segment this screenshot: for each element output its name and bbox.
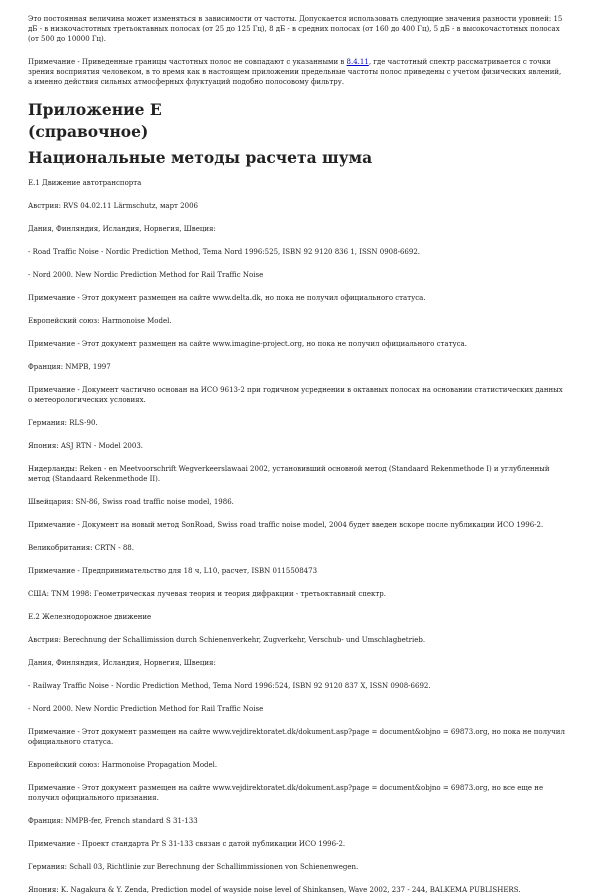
paragraph: Швейцария: SN-86, Swiss road traffic noise model, 1986. xyxy=(28,498,234,506)
appendix-title xyxy=(28,100,567,142)
paragraph: Франция: NMPB, 1997 xyxy=(28,363,111,371)
note-text-after: , где частотный спектр рассматривается с точки зрения восприятия человеком, в то время как в настоящем приложении предельные частоты полос приведены с учетом физических явлений, а именно действия сильных атмосферных флуктуаций подобно полосовому фильтру. xyxy=(28,58,562,86)
paragraph: Примечание - Проект стандарта Pr S 31-133 связан с датой публикации ИСО 1996-2. xyxy=(28,840,346,848)
paragraph: Примечание - Документ на новый метод SonRoad, Swiss road traffic noise model, 2004 будет введен вскоре после публикации ИСО 1996-2. xyxy=(28,521,544,529)
paragraph: Япония: ASJ RTN - Model 2003. xyxy=(28,442,144,450)
paragraph: Е.1 Движение автотранспорта xyxy=(28,179,142,187)
paragraph: Франция: NMPB-fer, French standard S 31-133 xyxy=(28,817,198,825)
paragraph: Примечание - Предпринимательство для 18 ч, L10, расчет, ISBN 0115508473 xyxy=(28,567,318,575)
paragraph: Германия: RLS-90. xyxy=(28,419,98,427)
intro-note xyxy=(28,57,567,87)
paragraph: Европейский союз: Harmonoise Model. xyxy=(28,317,172,325)
paragraph: - Railway Traffic Noise - Nordic Prediction Method, Tema Nord 1996:524, ISBN 92 9120 837 X, ISSN 0908-6692. xyxy=(28,682,431,690)
appendix-heading: Национальные методы расчета шума xyxy=(28,148,373,167)
paragraph: Австрия: RVS 04.02.11 Lärmschutz, март 2006 xyxy=(28,202,198,210)
intro-paragraph: Это постоянная величина может изменяться в зависимости от частоты. Допускается использовать следующие значения разности уровней: 15 дБ - в низкочастотных третьоктавных полосах (от 25 до 125 Гц), 8 дБ - в средних полосах (от 160 до 400 Гц), 5 дБ - в высокочастотных полосах (от 500 до 10000 Гц). xyxy=(28,15,563,43)
paragraph: Нидерланды: Reken - en Meetvoorschrift Wegverkeerslawaai 2002, установивший основной метод (Standaard Rekenmethode I) и углубленный метод (Standaard Rekenmethode II). xyxy=(28,465,550,483)
paragraph: Европейский союз: Harmonoise Propagation Model. xyxy=(28,761,218,769)
note-text-before: Примечание - Приведенные границы частотных полос не совпадают с указанными в xyxy=(28,58,347,66)
paragraph: Примечание - Этот документ размещен на сайте www.imagine-project.org, но пока не получил официального статуса. xyxy=(28,340,467,348)
paragraph: США: TNM 1998: Геометрическая лучевая теория и теория дифракции - третьоктавный спектр. xyxy=(28,590,387,598)
appendix-title-line2: (справочное) xyxy=(28,122,149,141)
paragraph: Примечание - Этот документ размещен на сайте www.vejdirektoratet.dk/dokument.asp?page = document&objno = 69873.org, но пока не получил официального статуса. xyxy=(28,728,565,746)
paragraph: - Road Traffic Noise - Nordic Prediction Method, Tema Nord 1996:525, ISBN 92 9120 836 1, ISSN 0908-6692. xyxy=(28,248,420,256)
paragraph: Дания, Финляндия, Исландия, Норвегия, Швеция: xyxy=(28,659,216,667)
paragraph: - Nord 2000. New Nordic Prediction Method for Rail Traffic Noise xyxy=(28,271,264,279)
paragraph: - Nord 2000. New Nordic Prediction Method for Rail Traffic Noise xyxy=(28,705,264,713)
paragraph: Австрия: Berechnung der Schallimission durch Schienenverkehr, Zugverkehr, Verschub- und Umschlagbetrieb. xyxy=(28,636,426,644)
paragraph: Япония: K. Nagakura & Y. Zenda, Prediction model of wayside noise level of Shinkansen, Wave 2002, 237 - 244, BALKEMA PUBLISHERS. xyxy=(28,886,521,894)
paragraph: Дания, Финляндия, Исландия, Норвегия, Швеция: xyxy=(28,225,216,233)
paragraph: Примечание - Этот документ размещен на сайте www.delta.dk, но пока не получил официального статуса. xyxy=(28,294,426,302)
paragraph: Германия: Schall 03, Richtlinie zur Berechnung der Schallimmissionen von Schienenwegen. xyxy=(28,863,359,871)
section-link[interactable]: 8.4.11 xyxy=(346,58,369,66)
appendix-title-line1: Приложение Е xyxy=(28,100,162,119)
paragraph: Великобритания: CRTN - 88. xyxy=(28,544,134,552)
paragraph: Примечание - Этот документ размещен на сайте www.vejdirektoratet.dk/dokument.asp?page = document&objno = 69873.org, но все еще не получил официального признания. xyxy=(28,784,544,802)
paragraph: Примечание - Документ частично основан на ИСО 9613-2 при годичном усреднении в октавных полосах на основании статистических данных о метеорологических условиях. xyxy=(28,386,563,404)
paragraph: Е.2 Железнодорожное движение xyxy=(28,613,152,621)
